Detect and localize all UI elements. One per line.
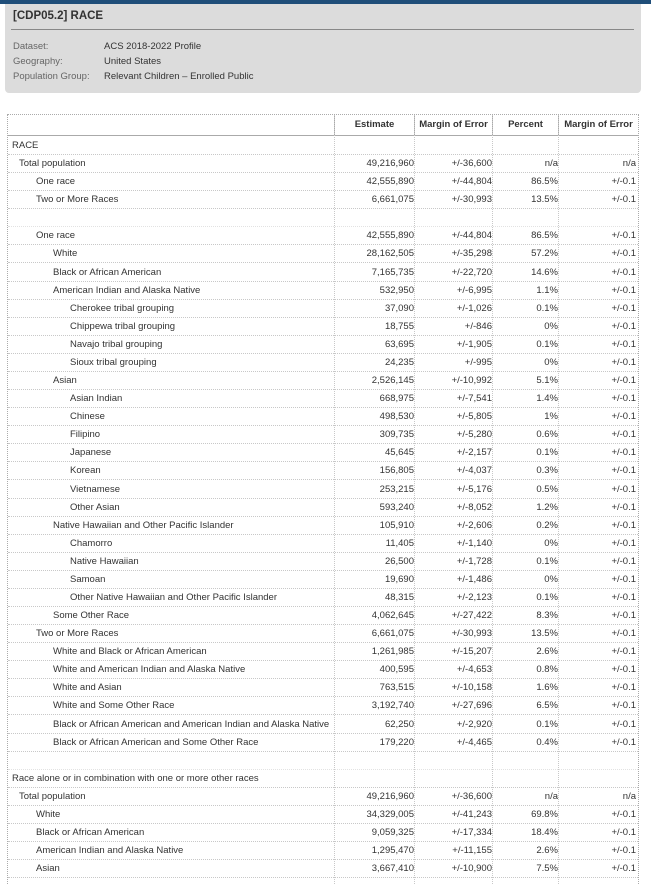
percent-cell: 2.6% [536, 845, 558, 857]
margin-of-error-cell: +/-1,026 [456, 302, 492, 314]
estimate-cell: 9,059,325 [371, 827, 414, 839]
row-label: Other Asian [70, 501, 120, 513]
meta-population-group [13, 71, 253, 82]
meta-dataset [13, 41, 201, 52]
table-row [8, 770, 638, 788]
row-label: Japanese [70, 447, 112, 459]
percent-cell: 7.5% [536, 863, 558, 875]
estimate-cell: 1,261,985 [371, 646, 414, 658]
meta-geography-value: United States [104, 56, 162, 67]
percent-margin-of-error-cell: +/-0.1 [611, 700, 636, 712]
percent-margin-of-error-cell: +/-0.1 [611, 393, 636, 405]
row-label: Total population [19, 158, 86, 170]
margin-of-error-cell: +/-44,804 [451, 230, 492, 242]
row-label: Race alone or in combination with one or more other races [12, 772, 259, 784]
margin-of-error-cell: +/-5,176 [456, 483, 492, 495]
row-label: Korean [70, 465, 101, 477]
percent-margin-of-error-cell: +/-0.1 [611, 664, 636, 676]
margin-of-error-cell: +/-7,541 [456, 393, 492, 405]
row-label: RACE [12, 140, 39, 151]
percent-cell: 0.1% [536, 338, 558, 350]
row-label [8, 209, 338, 226]
margin-of-error-cell: +/-44,804 [451, 176, 492, 188]
row-label: White and Black or African American [53, 646, 207, 658]
row-label: Navajo tribal grouping [70, 338, 163, 350]
margin-of-error-cell: +/-35,298 [451, 248, 492, 260]
percent-margin-of-error-cell: +/-0.1 [611, 646, 636, 658]
margin-of-error-cell: +/-1,486 [456, 573, 492, 585]
estimate-cell: 18,755 [384, 320, 414, 332]
percent-margin-of-error-cell: +/-0.1 [611, 356, 636, 368]
row-label: Other Native Hawaiian and Other Pacific Islander [70, 592, 277, 603]
row-label: One race [36, 230, 76, 242]
percent-cell: 0.1% [536, 302, 558, 314]
table-row [8, 607, 638, 625]
row-label: Two or More Races [36, 628, 119, 640]
table-row [8, 227, 638, 245]
estimate-cell [334, 752, 414, 769]
margin-of-error-cell: +/-30,993 [451, 628, 492, 640]
percent-margin-of-error-cell: +/-0.1 [611, 573, 636, 585]
row-label: Asian Indian [70, 393, 123, 405]
table-row [8, 625, 638, 643]
meta-population-group-value: Relevant Children – Enrolled Public [104, 71, 254, 82]
row-label: White and Asian [53, 682, 122, 694]
percent-cell: 86.5% [531, 230, 558, 242]
table-row [8, 571, 638, 589]
table-row [8, 444, 638, 462]
margin-of-error-cell: +/-5,805 [456, 411, 492, 423]
percent-cell: 1.4% [536, 393, 558, 405]
percent-margin-of-error-cell: +/-0.1 [611, 519, 636, 531]
percent-cell: 18.4% [531, 827, 558, 839]
label-column-header [8, 115, 334, 135]
percent-margin-of-error-cell: +/-0.1 [611, 537, 636, 549]
percent-margin-of-error-cell: +/-0.1 [611, 411, 636, 423]
percent-margin-of-error-cell: +/-0.1 [611, 863, 636, 875]
percent-cell: 5.1% [536, 375, 558, 387]
percent-cell: 0.5% [536, 483, 558, 495]
percent-margin-of-error-cell: +/-0.1 [611, 447, 636, 459]
percent-cell: 0% [544, 537, 558, 549]
percent-margin-of-error-cell [558, 137, 636, 154]
estimate-cell: 49,216,960 [366, 158, 414, 170]
percent-margin-of-error-cell: +/-0.1 [611, 194, 636, 206]
percent-margin-of-error-cell: +/-0.1 [611, 266, 636, 278]
estimate-cell: 498,530 [379, 411, 414, 423]
percent-cell: 0.8% [536, 664, 558, 676]
row-label: Some Other Race [53, 610, 130, 622]
table-row [8, 661, 638, 679]
title-divider [11, 29, 634, 30]
margin-of-error-cell: +/-2,157 [456, 447, 492, 459]
percent-cell: n/a [544, 790, 558, 802]
estimate-cell: 62,250 [384, 718, 414, 730]
row-label: Asian [53, 375, 77, 387]
margin-of-error-cell: +/-27,696 [451, 700, 492, 712]
percent-margin-of-error-cell: +/-0.1 [611, 320, 636, 332]
margin-of-error-cell: +/-27,422 [451, 610, 492, 622]
margin-of-error-cell: +/-10,158 [451, 682, 492, 694]
margin-of-error-cell: +/-2,606 [456, 519, 492, 531]
estimate-cell: 4,062,645 [371, 610, 414, 622]
estimate-cell: 156,805 [379, 465, 414, 477]
meta-geography-label: Geography: [13, 56, 63, 67]
percent-margin-of-error-cell: +/-0.1 [611, 284, 636, 296]
estimate-cell: 400,595 [379, 664, 414, 676]
margin-of-error-cell: +/-2,920 [456, 718, 492, 730]
col-header-percent-margin-of-error[interactable]: Margin of Error [558, 115, 638, 135]
margin-of-error-cell: +/-15,207 [451, 646, 492, 658]
table-row [8, 806, 638, 824]
percent-cell: 0.1% [536, 592, 558, 603]
meta-population-group-label: Population Group: [13, 71, 90, 82]
percent-cell: 0% [544, 320, 558, 332]
table-row [8, 517, 638, 535]
percent-margin-of-error-cell: +/-0.1 [611, 555, 636, 567]
row-label: Native Hawaiian [70, 555, 139, 567]
percent-margin-of-error-cell: +/-0.1 [611, 610, 636, 622]
estimate-cell [334, 209, 414, 226]
table-row [8, 191, 638, 209]
percent-cell [492, 137, 558, 154]
percent-cell: 1% [544, 411, 558, 423]
table-row [8, 282, 638, 300]
estimate-cell: 28,162,505 [366, 248, 414, 260]
estimate-cell [334, 770, 414, 787]
table-row [8, 408, 638, 426]
spacer-row [8, 209, 638, 227]
percent-cell: 0.6% [536, 429, 558, 441]
margin-of-error-cell: +/-846 [464, 320, 492, 332]
margin-of-error-cell: +/-995 [464, 356, 492, 368]
table-row [8, 716, 638, 734]
table-row [8, 137, 638, 155]
margin-of-error-cell [414, 752, 492, 769]
table-row [8, 300, 638, 318]
percent-margin-of-error-cell: +/-0.1 [611, 176, 636, 188]
percent-cell: 0.1% [536, 447, 558, 459]
meta-dataset-label: Dataset: [13, 41, 49, 52]
col-header-margin-of-error[interactable]: Margin of Error [414, 115, 492, 135]
row-label: American Indian and Alaska Native [53, 284, 201, 296]
table-row [8, 535, 638, 553]
percent-margin-of-error-cell [558, 209, 636, 226]
margin-of-error-cell: +/-1,140 [456, 537, 492, 549]
percent-cell: 0.4% [536, 736, 558, 748]
percent-margin-of-error-cell: +/-0.1 [611, 465, 636, 477]
percent-cell: 0.2% [536, 519, 558, 531]
percent-cell: 13.5% [531, 194, 558, 206]
estimate-cell: 3,192,740 [371, 700, 414, 712]
estimate-cell: 63,695 [384, 338, 414, 350]
data-table [7, 114, 639, 884]
percent-margin-of-error-cell: +/-0.1 [611, 501, 636, 513]
percent-cell: n/a [544, 158, 558, 170]
row-label: Sioux tribal grouping [70, 356, 157, 368]
table-row [8, 842, 638, 860]
percent-cell: 57.2% [531, 248, 558, 260]
table-row [8, 481, 638, 499]
estimate-cell: 309,735 [379, 429, 414, 441]
percent-cell: 6.5% [536, 700, 558, 712]
margin-of-error-cell: +/-1,728 [456, 555, 492, 567]
estimate-cell: 6,661,075 [371, 628, 414, 640]
row-label: White and Some Other Race [53, 700, 175, 712]
percent-cell: 0% [544, 573, 558, 585]
estimate-cell: 668,975 [379, 393, 414, 405]
row-label: Chinese [70, 411, 105, 423]
percent-margin-of-error-cell: +/-0.1 [611, 248, 636, 260]
table-row [8, 697, 638, 715]
table-title: [CDP05.2] RACE [13, 10, 104, 22]
percent-margin-of-error-cell: +/-0.1 [611, 736, 636, 748]
margin-of-error-cell [414, 209, 492, 226]
percent-cell: 2.6% [536, 646, 558, 658]
estimate-cell: 37,090 [384, 302, 414, 314]
col-header-percent[interactable]: Percent [492, 115, 558, 135]
row-label: White [36, 808, 61, 820]
percent-cell: 0% [544, 356, 558, 368]
row-label: Total population [19, 790, 86, 802]
percent-margin-of-error-cell: +/-0.1 [611, 302, 636, 314]
percent-cell: 13.5% [531, 628, 558, 640]
table-header-panel [5, 4, 641, 93]
percent-cell: 1.2% [536, 501, 558, 513]
percent-margin-of-error-cell: +/-0.1 [611, 429, 636, 441]
row-label: Native Hawaiian and Other Pacific Islander [53, 519, 234, 531]
meta-dataset-value: ACS 2018-2022 Profile [104, 41, 202, 52]
margin-of-error-cell [414, 770, 492, 787]
margin-of-error-cell: +/-10,900 [451, 863, 492, 875]
table-row [8, 462, 638, 480]
estimate-cell: 179,220 [379, 736, 414, 748]
estimate-cell: 763,515 [379, 682, 414, 694]
margin-of-error-cell: +/-4,465 [456, 736, 492, 748]
table-row [8, 788, 638, 806]
row-label: Samoan [70, 573, 106, 585]
margin-of-error-cell: +/-1,905 [456, 338, 492, 350]
estimate-cell: 593,240 [379, 501, 414, 513]
estimate-cell: 7,165,735 [371, 266, 414, 278]
percent-margin-of-error-cell: +/-0.1 [611, 682, 636, 694]
percent-cell: 86.5% [531, 176, 558, 188]
row-label: White and American Indian and Alaska Native [53, 664, 246, 676]
percent-cell: 8.3% [536, 610, 558, 622]
estimate-cell: 105,910 [379, 519, 414, 531]
margin-of-error-cell: +/-22,720 [451, 266, 492, 278]
margin-of-error-cell: +/-8,052 [456, 501, 492, 513]
table-row [8, 264, 638, 282]
margin-of-error-cell: +/-41,243 [451, 808, 492, 820]
percent-margin-of-error-cell: +/-0.1 [611, 718, 636, 730]
estimate-cell: 532,950 [379, 284, 414, 296]
table-row [8, 155, 638, 173]
estimate-cell: 34,329,005 [366, 808, 414, 820]
row-label: Black or African American and American Indian and Alaska Native [53, 718, 330, 730]
row-label: American Indian and Alaska Native [36, 845, 184, 857]
row-label: Chippewa tribal grouping [70, 320, 176, 332]
table-row [8, 643, 638, 661]
estimate-cell: 253,215 [379, 483, 414, 495]
row-label: Black or African American and Some Other Race [53, 736, 259, 748]
percent-margin-of-error-cell: +/-0.1 [611, 808, 636, 820]
table-row [8, 679, 638, 697]
table-row [8, 372, 638, 390]
percent-cell: 0.1% [536, 555, 558, 567]
row-label [8, 752, 338, 769]
estimate-cell: 48,315 [384, 592, 414, 603]
estimate-cell: 45,645 [384, 447, 414, 459]
percent-margin-of-error-cell: +/-0.1 [611, 845, 636, 857]
spacer-row [8, 752, 638, 770]
margin-of-error-cell: +/-5,280 [456, 429, 492, 441]
row-label: Vietnamese [70, 483, 120, 495]
margin-of-error-cell [414, 137, 492, 154]
estimate-cell: 3,667,410 [371, 863, 414, 875]
percent-cell: 14.6% [531, 266, 558, 278]
margin-of-error-cell: +/-30,993 [451, 194, 492, 206]
margin-of-error-cell: +/-17,334 [451, 827, 492, 839]
percent-margin-of-error-cell [558, 752, 636, 769]
header-divider [8, 135, 638, 136]
estimate-cell: 49,216,960 [366, 790, 414, 802]
table-row [8, 173, 638, 191]
estimate-cell: 2,526,145 [371, 375, 414, 387]
margin-of-error-cell: +/-11,155 [452, 845, 492, 857]
estimate-cell: 24,235 [384, 356, 414, 368]
percent-cell: 1.1% [536, 284, 558, 296]
margin-of-error-cell: +/-36,600 [451, 790, 492, 802]
percent-cell: 0.1% [536, 718, 558, 730]
table-row [8, 318, 638, 336]
row-label: White [53, 248, 78, 260]
table-row [8, 589, 638, 607]
row-label: Cherokee tribal grouping [70, 302, 175, 314]
percent-margin-of-error-cell: +/-0.1 [611, 827, 636, 839]
table-row [8, 734, 638, 752]
col-header-estimate[interactable]: Estimate [334, 115, 414, 135]
percent-cell [492, 209, 558, 226]
table-row [8, 245, 638, 263]
percent-cell [492, 770, 558, 787]
row-label: Filipino [70, 429, 101, 441]
percent-margin-of-error-cell [558, 770, 636, 787]
estimate-cell: 26,500 [384, 555, 414, 567]
meta-geography [13, 56, 161, 67]
row-label: Two or More Races [36, 194, 119, 206]
percent-margin-of-error-cell: +/-0.1 [611, 375, 636, 387]
table-row [8, 824, 638, 842]
percent-cell: 69.8% [531, 808, 558, 820]
margin-of-error-cell: +/-36,600 [451, 158, 492, 170]
table-row [8, 354, 638, 372]
estimate-cell: 6,661,075 [371, 194, 414, 206]
percent-cell: 1.6% [536, 682, 558, 694]
table-row [8, 336, 638, 354]
margin-of-error-cell: +/-4,653 [456, 664, 492, 676]
row-label: Black or African American [53, 266, 162, 278]
estimate-cell: 42,555,890 [366, 176, 414, 188]
percent-margin-of-error-cell: n/a [622, 790, 636, 802]
percent-cell: 0.3% [536, 465, 558, 477]
percent-margin-of-error-cell: +/-0.1 [611, 628, 636, 640]
table-row [8, 390, 638, 408]
margin-of-error-cell: +/-10,992 [451, 375, 492, 387]
margin-of-error-cell: +/-2,123 [456, 592, 492, 603]
estimate-cell: 42,555,890 [366, 230, 414, 242]
row-label: Black or African American [36, 827, 145, 839]
row-label: One race [36, 176, 76, 188]
percent-margin-of-error-cell: n/a [622, 158, 636, 170]
margin-of-error-cell: +/-6,995 [456, 284, 492, 296]
row-label: Asian [36, 863, 60, 875]
estimate-cell [334, 137, 414, 154]
margin-of-error-cell: +/-4,037 [456, 465, 492, 477]
table-row [8, 860, 638, 878]
row-label: Chamorro [70, 537, 113, 549]
estimate-cell: 1,295,470 [371, 845, 414, 857]
percent-margin-of-error-cell: +/-0.1 [611, 483, 636, 495]
estimate-cell: 19,690 [384, 573, 414, 585]
percent-margin-of-error-cell: +/-0.1 [611, 592, 636, 603]
table-row [8, 553, 638, 571]
percent-margin-of-error-cell: +/-0.1 [611, 230, 636, 242]
table-row [8, 499, 638, 517]
table-row [8, 426, 638, 444]
percent-margin-of-error-cell: +/-0.1 [611, 338, 636, 350]
percent-cell [492, 752, 558, 769]
estimate-cell: 11,405 [385, 537, 414, 549]
